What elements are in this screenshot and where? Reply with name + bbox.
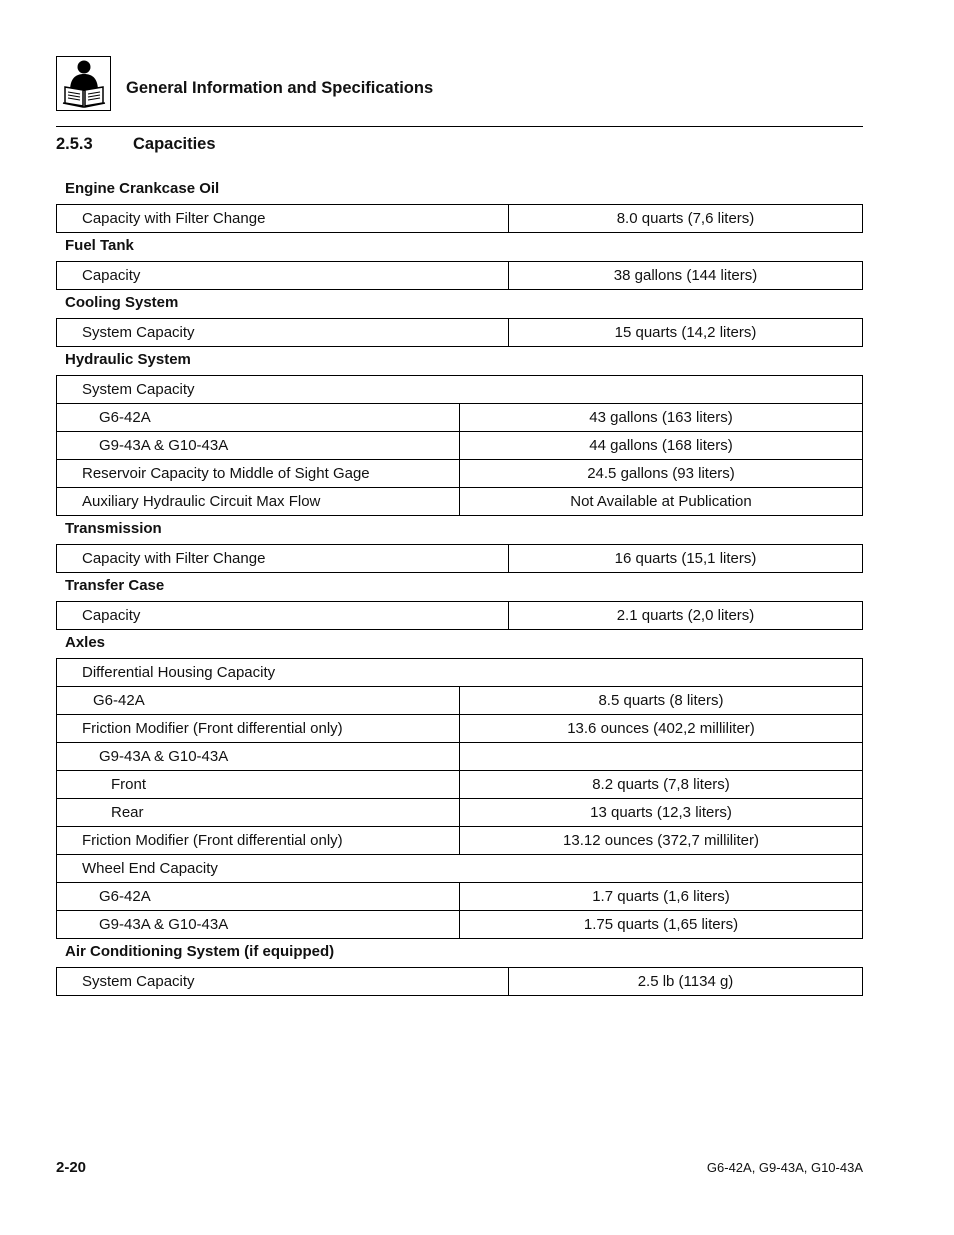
table-row: [57, 827, 863, 855]
group-title-cooling-system: Cooling System: [65, 294, 179, 311]
group-title-transfer-case: Transfer Case: [65, 577, 165, 594]
row-value: 8.0 quarts (7,6 liters): [509, 205, 863, 233]
group-title-engine-crankcase-oil: Engine Crankcase Oil: [65, 180, 220, 197]
table-row: [57, 968, 863, 996]
group-title-hydraulic-system: Hydraulic System: [65, 351, 191, 368]
table-axles: [56, 658, 863, 939]
group-title-axles: Axles: [65, 634, 106, 651]
table-row: [57, 687, 863, 715]
table-row: [57, 743, 863, 771]
table-row: [57, 460, 863, 488]
row-label: G9-43A & G10-43A: [57, 432, 460, 460]
table-row: [57, 855, 863, 883]
table-row: [57, 771, 863, 799]
row-label: Auxiliary Hydraulic Circuit Max Flow: [57, 488, 460, 516]
row-value: 38 gallons (144 liters): [509, 262, 863, 290]
table-row: [57, 376, 863, 404]
capacities-content: [56, 176, 863, 996]
row-label: G6-42A: [57, 687, 460, 715]
table-transfer-case: [56, 601, 863, 630]
row-label: G9-43A & G10-43A: [57, 743, 460, 771]
table-row: [57, 432, 863, 460]
footer-models: G6-42A, G9-43A, G10-43A: [706, 1160, 863, 1175]
table-air-conditioning: [56, 967, 863, 996]
row-label: Capacity with Filter Change: [57, 205, 509, 233]
row-label: G6-42A: [57, 883, 460, 911]
row-label: G9-43A & G10-43A: [57, 911, 460, 939]
row-label: Capacity with Filter Change: [57, 545, 509, 573]
table-row: [57, 799, 863, 827]
row-label: Friction Modifier (Front differential only): [57, 827, 460, 855]
row-label: Friction Modifier (Front differential only): [57, 715, 460, 743]
row-value: 8.5 quarts (8 liters): [460, 687, 863, 715]
row-value: 1.7 quarts (1,6 liters): [460, 883, 863, 911]
row-value: 13.6 ounces (402,2 milliliter): [460, 715, 863, 743]
table-row: [57, 205, 863, 233]
group-title-transmission: Transmission: [65, 520, 162, 537]
row-label: G6-42A: [57, 404, 460, 432]
row-value: Not Available at Publication: [460, 488, 863, 516]
row-label: Front: [57, 771, 460, 799]
section-number: 2.5.3: [56, 135, 93, 153]
row-label: System Capacity: [57, 376, 863, 404]
table-fuel-tank: [56, 261, 863, 290]
table-row: [57, 715, 863, 743]
row-label: Capacity: [57, 262, 509, 290]
row-label: System Capacity: [57, 319, 509, 347]
table-hydraulic-system: [56, 375, 863, 516]
row-value: 15 quarts (14,2 liters): [509, 319, 863, 347]
section-title: Capacities: [133, 135, 216, 153]
row-value: 43 gallons (163 liters): [460, 404, 863, 432]
table-transmission: [56, 544, 863, 573]
row-value: 2.1 quarts (2,0 liters): [509, 602, 863, 630]
row-label: Capacity: [57, 602, 509, 630]
row-label: System Capacity: [57, 968, 509, 996]
page-number: 2-20: [56, 1159, 87, 1176]
row-value: 2.5 lb (1134 g): [509, 968, 863, 996]
table-row: [57, 545, 863, 573]
table-row: [57, 319, 863, 347]
row-value: 1.75 quarts (1,65 liters): [460, 911, 863, 939]
row-label: Reservoir Capacity to Middle of Sight Gage: [57, 460, 460, 488]
row-value: 13 quarts (12,3 liters): [460, 799, 863, 827]
table-row: [57, 883, 863, 911]
row-value: 8.2 quarts (7,8 liters): [460, 771, 863, 799]
reader-book-icon: [56, 56, 111, 111]
table-row: [57, 659, 863, 687]
header-divider: [56, 126, 863, 127]
row-value: 44 gallons (168 liters): [460, 432, 863, 460]
row-value: [460, 743, 863, 771]
row-label: Rear: [57, 799, 460, 827]
table-row: [57, 488, 863, 516]
row-value: 24.5 gallons (93 liters): [460, 460, 863, 488]
row-label: Wheel End Capacity: [57, 855, 863, 883]
table-row: [57, 404, 863, 432]
row-value: 13.12 ounces (372,7 milliliter): [460, 827, 863, 855]
table-row: [57, 262, 863, 290]
table-row: [57, 602, 863, 630]
table-row: [57, 911, 863, 939]
row-value: 16 quarts (15,1 liters): [509, 545, 863, 573]
section-heading: [56, 135, 216, 154]
table-cooling-system: [56, 318, 863, 347]
row-label: Differential Housing Capacity: [57, 659, 863, 687]
group-title-air-conditioning: Air Conditioning System (if equipped): [65, 943, 335, 960]
group-title-fuel-tank: Fuel Tank: [65, 237, 134, 254]
table-engine-crankcase-oil: [56, 204, 863, 233]
header-title: General Information and Specifications: [126, 79, 434, 97]
